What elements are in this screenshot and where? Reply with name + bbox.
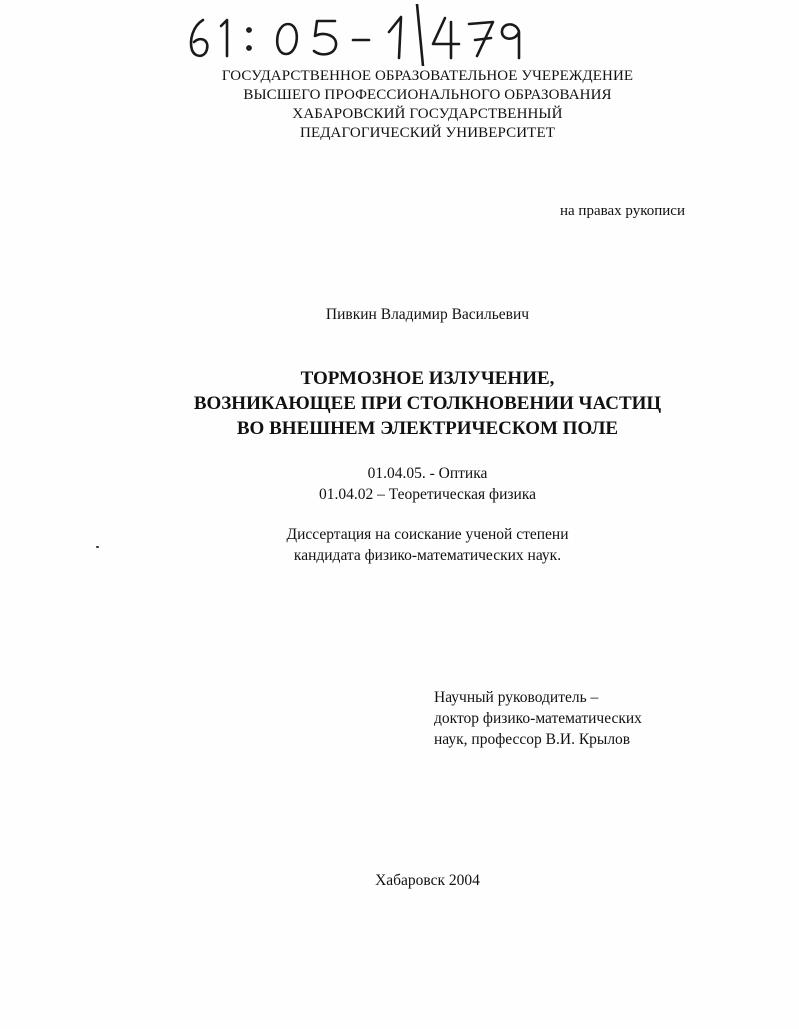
handwritten-archive-number-drawing — [183, 4, 543, 66]
title-line: ТОРМОЗНОЕ ИЗЛУЧЕНИЕ, — [300, 368, 555, 389]
degree-statement — [0, 524, 799, 566]
scan-speck — [96, 546, 99, 548]
institution-header — [0, 67, 799, 143]
specialty-codes — [0, 463, 799, 505]
author-name: Пивкин Владимир Васильевич — [325, 306, 530, 323]
institution-line: ВЫСШЕГО ПРОФЕССИОНАЛЬНОГО ОБРАЗОВАНИЯ — [243, 87, 612, 103]
specialty-line: 01.04.05. - Оптика — [367, 465, 488, 482]
handwritten-archive-number — [183, 4, 543, 66]
title-line: ВОЗНИКАЮЩЕЕ ПРИ СТОЛКНОВЕНИИ ЧАСТИЦ — [193, 393, 662, 414]
degree-line: Диссертация на соискание ученой степени — [286, 526, 569, 543]
supervisor-line: Научный руководитель – — [434, 689, 599, 706]
title-line: ВО ВНЕШНЕМ ЭЛЕКТРИЧЕСКОМ ПОЛЕ — [236, 418, 619, 439]
institution-line: ХАБАРОВСКИЙ ГОСУДАРСТВЕННЫЙ — [292, 106, 563, 122]
scientific-supervisor — [434, 687, 734, 750]
specialty-line: 01.04.02 – Теоретическая физика — [318, 486, 536, 503]
supervisor-line: доктор физико-математических — [434, 710, 642, 727]
institution-line: ГОСУДАРСТВЕННОЕ ОБРАЗОВАТЕЛЬНОЕ УЧЕРЕЖДЕНИЕ — [221, 68, 634, 84]
supervisor-line: наук, профессор В.И. Крылов — [434, 731, 631, 748]
city-year: Хабаровск 2004 — [375, 872, 480, 889]
institution-line: ПЕДАГОГИЧЕСКИЙ УНИВЕРСИТЕТ — [300, 125, 555, 141]
manuscript-rights-note: на правах рукописи — [560, 203, 685, 219]
dissertation-title — [0, 366, 799, 441]
degree-line: кандидата физико-математических наук. — [293, 547, 562, 564]
